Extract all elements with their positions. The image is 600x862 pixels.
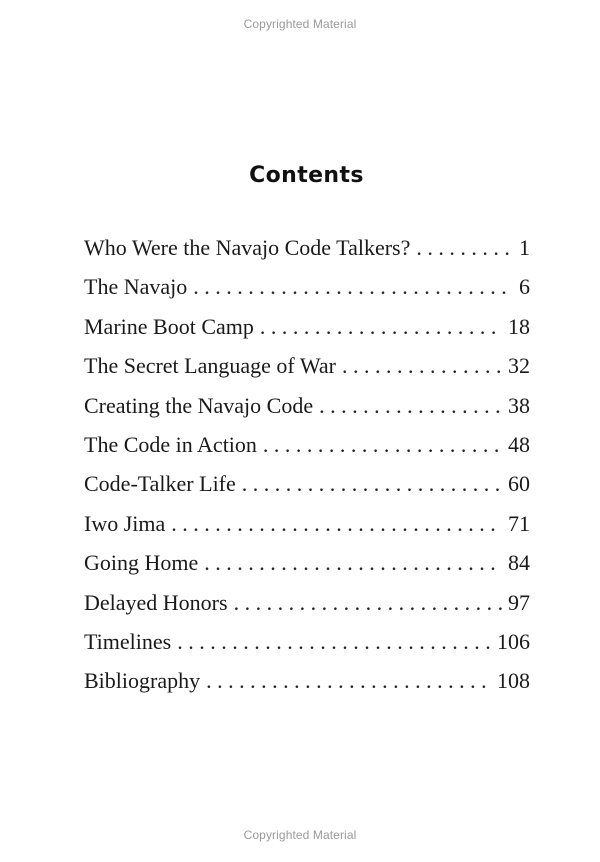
toc-entry	[84, 427, 530, 466]
toc-entry	[84, 663, 530, 702]
toc-entry-page: 71	[508, 510, 530, 536]
toc-entry-page: 97	[508, 589, 530, 615]
toc-entry-page: 60	[508, 471, 530, 497]
toc-entry-page: 1	[519, 235, 530, 260]
toc-entry-title: Timelines	[84, 628, 172, 654]
toc-leader-dots	[410, 230, 513, 266]
table-of-contents	[84, 230, 530, 703]
toc-entry-title: Who Were the Navajo Code Talkers?	[84, 235, 411, 260]
toc-entry-title: Marine Boot Camp	[84, 313, 254, 339]
toc-leader-dots	[187, 269, 513, 305]
toc-entry	[84, 388, 530, 427]
toc-entry	[84, 545, 530, 584]
toc-leader-dots	[228, 585, 502, 621]
toc-leader-dots	[336, 348, 502, 384]
toc-entry	[84, 230, 530, 269]
toc-entry-title: Delayed Honors	[84, 589, 228, 615]
copyright-watermark-bottom: Copyrighted Material	[243, 828, 357, 842]
toc-entry-title: Creating the Navajo Code	[84, 392, 314, 418]
toc-entry-title: The Navajo	[84, 274, 188, 300]
contents-heading: Contents	[249, 163, 364, 188]
toc-entry-title: The Secret Language of War	[84, 353, 336, 379]
toc-entry	[84, 269, 530, 308]
toc-leader-dots	[198, 545, 502, 581]
toc-entry	[84, 466, 530, 505]
toc-entry-title: Code-Talker Life	[84, 471, 236, 497]
toc-entry-page: 48	[508, 431, 530, 457]
toc-entry-title: Iwo Jima	[84, 510, 166, 536]
toc-entry	[84, 309, 530, 348]
toc-leader-dots	[254, 309, 502, 345]
toc-entry-page: 6	[519, 274, 530, 300]
toc-entry-page: 18	[508, 313, 530, 339]
toc-entry-title: Bibliography	[84, 668, 201, 694]
toc-leader-dots	[165, 506, 502, 542]
copyright-watermark-top: Copyrighted Material	[243, 17, 357, 31]
toc-leader-dots	[313, 388, 502, 424]
toc-entry-title: Going Home	[84, 550, 199, 576]
toc-entry	[84, 585, 530, 624]
toc-leader-dots	[236, 466, 502, 502]
toc-entry-page: 38	[508, 392, 530, 418]
toc-entry-page: 32	[508, 353, 530, 379]
toc-entry	[84, 348, 530, 387]
toc-entry-title: The Code in Action	[84, 431, 257, 457]
toc-entry-page: 108	[497, 668, 530, 694]
toc-leader-dots	[171, 624, 491, 660]
toc-leader-dots	[200, 663, 491, 699]
toc-entry-page: 84	[508, 550, 530, 576]
toc-entry	[84, 506, 530, 545]
toc-entry	[84, 624, 530, 663]
toc-leader-dots	[257, 427, 502, 463]
toc-entry-page: 106	[497, 628, 530, 654]
